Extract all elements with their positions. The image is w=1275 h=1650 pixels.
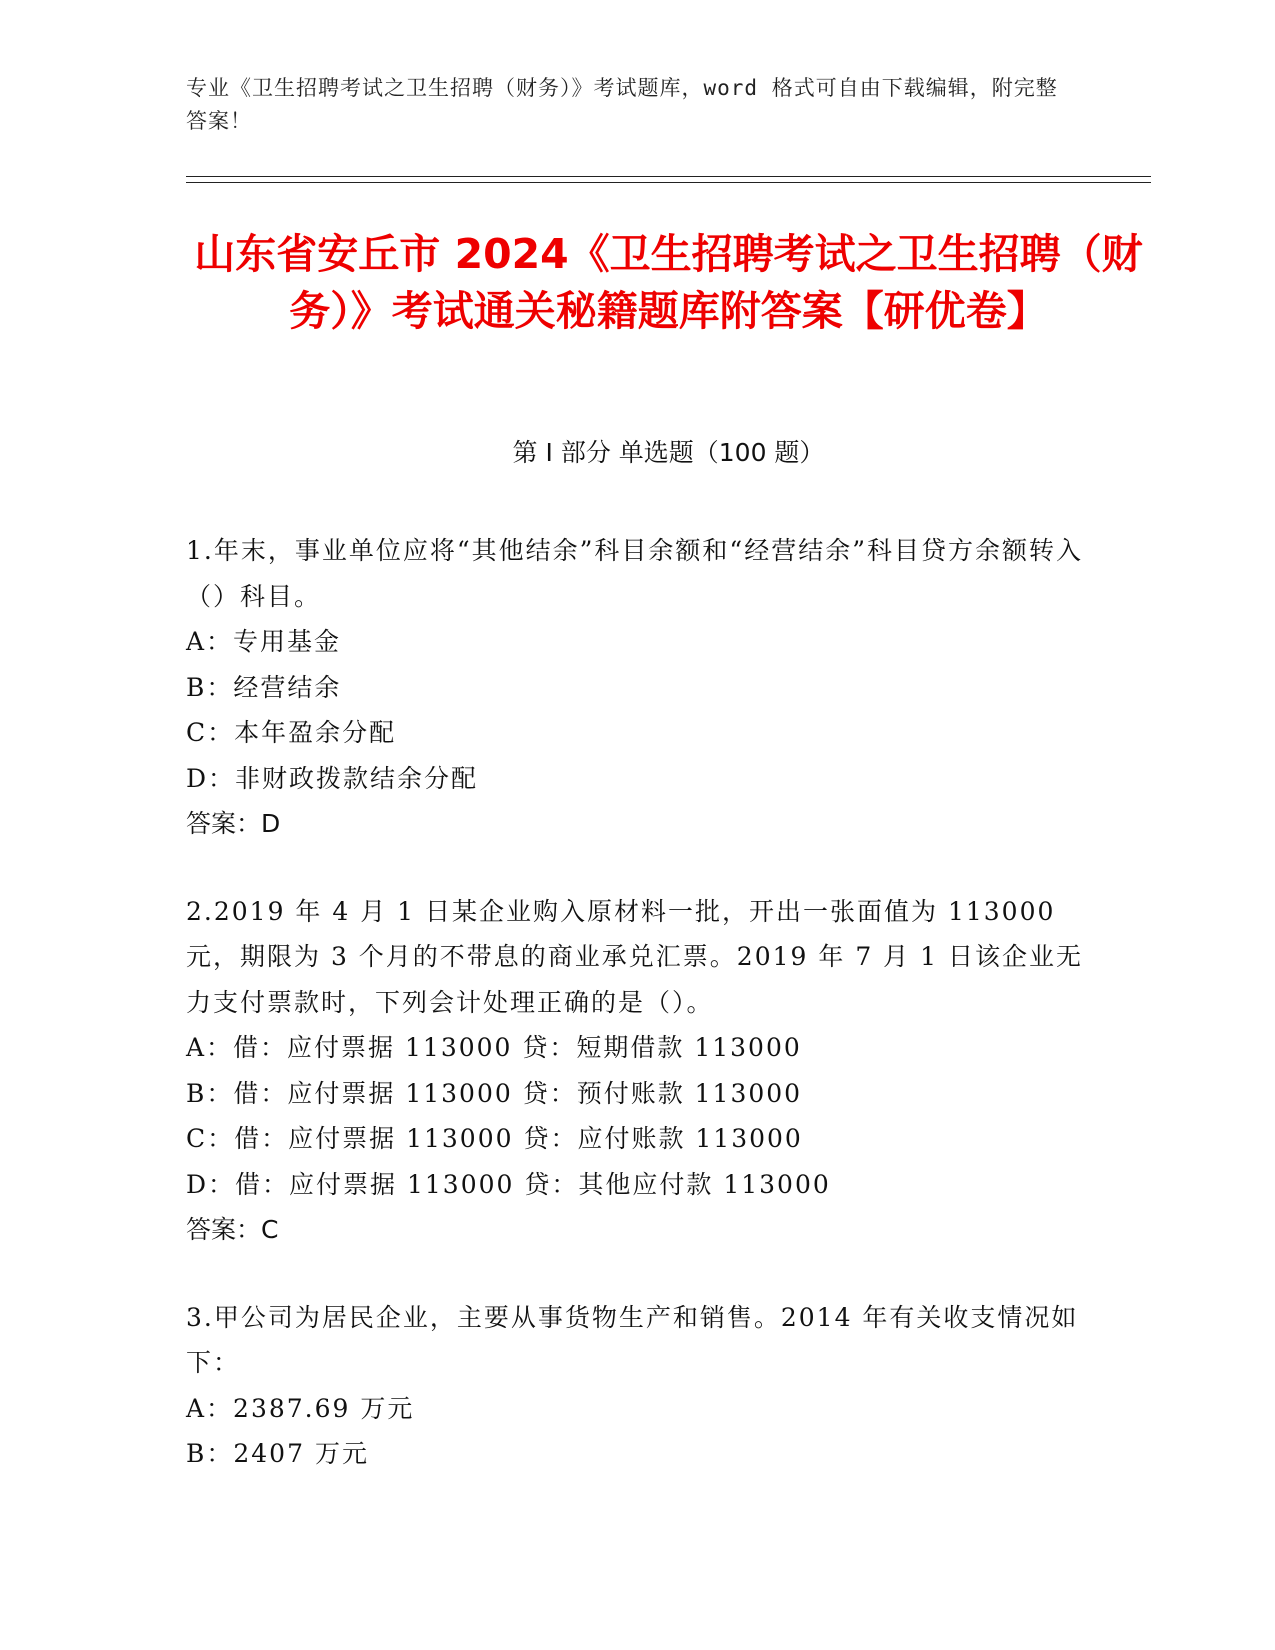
question-text: 2.2019 年 4 月 1 日某企业购入原材料一批，开出一张面值为 113000 元，期限为 3 个月的不带息的商业承兑汇票。2019 年 7 月 1 日该企业无力支付票款时，下列会计处理正确的是（）。 [186, 896, 1083, 1017]
option-d: D：借：应付票据 113000 贷：其他应付款 113000 [186, 1169, 831, 1199]
option-a: A：2387.69 万元 [186, 1393, 415, 1423]
answer: 答案：D [186, 809, 281, 838]
option-d: D：非财政拨款结余分配 [186, 763, 479, 793]
answer: 答案：C [186, 1215, 279, 1244]
header-divider-top [186, 176, 1151, 177]
option-a: A：专用基金 [186, 627, 342, 656]
option-c: C：本年盈余分配 [186, 718, 397, 747]
option-b: B：经营结余 [186, 672, 342, 702]
document-title: 山东省安丘市 2024《卫生招聘考试之卫生招聘（财务）》考试通关秘籍题库附答案【研优卷】 [194, 230, 1143, 335]
option-c: C：借：应付票据 113000 贷：应付账款 113000 [186, 1124, 803, 1153]
question-list [186, 528, 1086, 1519]
question-1 [186, 528, 1086, 847]
section-heading: 第 I 部分 单选题（100 题） [512, 438, 825, 467]
question-text: 3.甲公司为居民企业，主要从事货物生产和销售。2014 年有关收支情况如下： [186, 1302, 1079, 1377]
question-3 [186, 1295, 1086, 1477]
header-note: 专业《卫生招聘考试之卫生招聘（财务）》考试题库，word 格式可自由下载编辑，附完整答案！ [186, 76, 1058, 133]
option-a: A：借：应付票据 113000 贷：短期借款 113000 [186, 1033, 802, 1062]
option-b: B：2407 万元 [186, 1439, 369, 1468]
question-text: 1.年末，事业单位应将“其他结余”科目余额和“经营结余”科目贷方余额转入（）科目。 [186, 536, 1083, 611]
option-b: B：借：应付票据 113000 贷：预付账款 113000 [186, 1078, 803, 1108]
header-divider-bottom [186, 182, 1151, 183]
question-2 [186, 889, 1086, 1253]
